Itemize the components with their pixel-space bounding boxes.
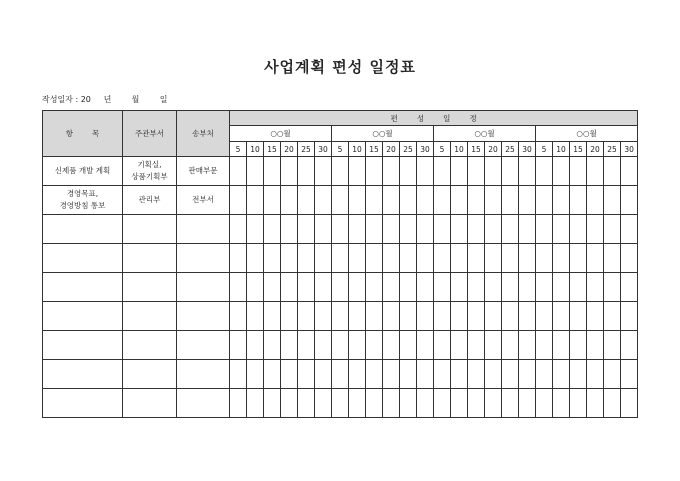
schedule-cell[interactable] (502, 302, 519, 331)
schedule-cell[interactable] (247, 157, 264, 186)
header-day: 30 (315, 142, 332, 157)
page-title: 사업계획 편성 일정표 (264, 58, 416, 76)
cell-send[interactable] (177, 273, 230, 302)
schedule-cell[interactable] (230, 244, 247, 273)
schedule-cell[interactable] (434, 215, 451, 244)
table-row (43, 331, 638, 360)
schedule-cell[interactable] (417, 244, 434, 273)
header-day: 20 (281, 142, 298, 157)
header-day: 20 (383, 142, 400, 157)
schedule-cell[interactable] (604, 389, 621, 418)
schedule-cell[interactable] (400, 157, 417, 186)
schedule-cell[interactable] (366, 302, 383, 331)
schedule-cell[interactable] (621, 244, 638, 273)
schedule-cell[interactable] (400, 360, 417, 389)
schedule-cell[interactable] (570, 244, 587, 273)
cell-dept[interactable] (123, 360, 177, 389)
schedule-cell[interactable] (570, 360, 587, 389)
header-day: 25 (298, 142, 315, 157)
table-row (43, 244, 638, 273)
schedule-cell[interactable] (468, 157, 485, 186)
schedule-cell[interactable] (247, 360, 264, 389)
cell-send[interactable]: 전부서 (177, 186, 230, 215)
cell-send[interactable] (177, 360, 230, 389)
header-month-1: ○○월 (230, 126, 332, 142)
header-day: 15 (570, 142, 587, 157)
schedule-cell[interactable] (264, 331, 281, 360)
schedule-cell[interactable] (570, 186, 587, 215)
schedule-cell[interactable] (587, 389, 604, 418)
schedule-cell[interactable] (485, 302, 502, 331)
schedule-cell[interactable] (247, 302, 264, 331)
schedule-cell[interactable] (434, 331, 451, 360)
schedule-cell[interactable] (417, 273, 434, 302)
schedule-cell[interactable] (349, 157, 366, 186)
schedule-cell[interactable] (468, 331, 485, 360)
schedule-cell[interactable] (621, 302, 638, 331)
schedule-cell[interactable] (604, 360, 621, 389)
schedule-cell[interactable] (281, 331, 298, 360)
schedule-cell[interactable] (349, 302, 366, 331)
schedule-cell[interactable] (264, 360, 281, 389)
schedule-cell[interactable] (298, 302, 315, 331)
schedule-cell[interactable] (604, 331, 621, 360)
schedule-cell[interactable] (400, 186, 417, 215)
header-month-2: ○○월 (332, 126, 434, 142)
schedule-cell[interactable] (587, 302, 604, 331)
table-row (43, 215, 638, 244)
schedule-cell[interactable] (247, 215, 264, 244)
schedule-cell[interactable] (604, 302, 621, 331)
schedule-cell[interactable] (298, 157, 315, 186)
schedule-cell[interactable] (434, 273, 451, 302)
schedule-table (42, 110, 638, 418)
schedule-cell[interactable] (536, 244, 553, 273)
schedule-cell[interactable] (587, 360, 604, 389)
schedule-cell[interactable] (434, 157, 451, 186)
schedule-cell[interactable] (230, 360, 247, 389)
schedule-cell[interactable] (434, 360, 451, 389)
schedule-cell[interactable] (519, 186, 536, 215)
cell-send[interactable] (177, 389, 230, 418)
schedule-cell[interactable] (485, 157, 502, 186)
header-day: 20 (485, 142, 502, 157)
schedule-cell[interactable] (349, 331, 366, 360)
schedule-cell[interactable] (298, 331, 315, 360)
schedule-cell[interactable] (519, 389, 536, 418)
cell-send[interactable]: 판매부문 (177, 157, 230, 186)
header-day: 30 (417, 142, 434, 157)
table-row (43, 157, 638, 186)
table-row (43, 273, 638, 302)
schedule-cell[interactable] (417, 331, 434, 360)
schedule-cell[interactable] (536, 157, 553, 186)
schedule-cell[interactable] (264, 157, 281, 186)
cell-dept[interactable]: 기획실, 상품기획부 (123, 157, 177, 186)
schedule-cell[interactable] (468, 215, 485, 244)
schedule-cell[interactable] (332, 215, 349, 244)
schedule-cell[interactable] (315, 360, 332, 389)
schedule-cell[interactable] (536, 389, 553, 418)
schedule-cell[interactable] (485, 186, 502, 215)
schedule-cell[interactable] (451, 157, 468, 186)
schedule-cell[interactable] (451, 244, 468, 273)
schedule-cell[interactable] (247, 331, 264, 360)
cell-send[interactable] (177, 302, 230, 331)
cell-dept[interactable] (123, 389, 177, 418)
schedule-cell[interactable] (366, 215, 383, 244)
schedule-cell[interactable] (383, 389, 400, 418)
schedule-cell[interactable] (502, 273, 519, 302)
cell-item[interactable] (43, 389, 123, 418)
schedule-cell[interactable] (570, 302, 587, 331)
schedule-cell[interactable] (519, 331, 536, 360)
schedule-cell[interactable] (281, 302, 298, 331)
schedule-cell[interactable] (366, 244, 383, 273)
schedule-cell[interactable] (536, 273, 553, 302)
header-day: 15 (264, 142, 281, 157)
schedule-cell[interactable] (349, 360, 366, 389)
header-month-3: ○○월 (434, 126, 536, 142)
schedule-cell[interactable] (315, 215, 332, 244)
schedule-cell[interactable] (383, 186, 400, 215)
schedule-cell[interactable] (400, 302, 417, 331)
schedule-cell[interactable] (604, 273, 621, 302)
schedule-cell[interactable] (315, 273, 332, 302)
schedule-cell[interactable] (383, 273, 400, 302)
schedule-cell[interactable] (366, 360, 383, 389)
schedule-cell[interactable] (264, 273, 281, 302)
header-day: 10 (349, 142, 366, 157)
schedule-cell[interactable] (230, 186, 247, 215)
schedule-cell[interactable] (468, 273, 485, 302)
schedule-cell[interactable] (281, 157, 298, 186)
schedule-cell[interactable] (281, 389, 298, 418)
schedule-cell[interactable] (621, 360, 638, 389)
header-item: 항 목 (43, 111, 123, 157)
schedule-cell[interactable] (570, 157, 587, 186)
cell-item[interactable] (43, 244, 123, 273)
schedule-cell[interactable] (400, 389, 417, 418)
cell-item[interactable] (43, 273, 123, 302)
schedule-cell[interactable] (315, 389, 332, 418)
schedule-cell[interactable] (366, 331, 383, 360)
schedule-cell[interactable] (485, 273, 502, 302)
header-day: 10 (553, 142, 570, 157)
schedule-cell[interactable] (383, 244, 400, 273)
schedule-cell[interactable] (536, 302, 553, 331)
schedule-cell[interactable] (621, 215, 638, 244)
schedule-cell[interactable] (468, 302, 485, 331)
schedule-cell[interactable] (485, 244, 502, 273)
schedule-cell[interactable] (434, 244, 451, 273)
schedule-cell[interactable] (366, 389, 383, 418)
schedule-cell[interactable] (247, 244, 264, 273)
schedule-cell[interactable] (587, 273, 604, 302)
schedule-cell[interactable] (281, 186, 298, 215)
schedule-cell[interactable] (315, 244, 332, 273)
schedule-cell[interactable] (621, 157, 638, 186)
schedule-cell[interactable] (604, 215, 621, 244)
schedule-cell[interactable] (298, 244, 315, 273)
header-day: 5 (332, 142, 349, 157)
schedule-cell[interactable] (621, 273, 638, 302)
header-day: 25 (604, 142, 621, 157)
schedule-cell[interactable] (502, 360, 519, 389)
schedule-cell[interactable] (298, 360, 315, 389)
schedule-cell[interactable] (536, 331, 553, 360)
schedule-cell[interactable] (451, 215, 468, 244)
schedule-cell[interactable] (519, 360, 536, 389)
cell-send[interactable] (177, 244, 230, 273)
schedule-cell[interactable] (570, 389, 587, 418)
schedule-cell[interactable] (315, 302, 332, 331)
schedule-cell[interactable] (502, 157, 519, 186)
schedule-cell[interactable] (587, 157, 604, 186)
header-schedule: 편 성 일 정 (230, 111, 638, 126)
schedule-cell[interactable] (281, 360, 298, 389)
schedule-cell[interactable] (451, 302, 468, 331)
cell-dept[interactable]: 관리부 (123, 186, 177, 215)
schedule-cell[interactable] (451, 360, 468, 389)
schedule-cell[interactable] (604, 157, 621, 186)
table-row (43, 389, 638, 418)
schedule-cell[interactable] (519, 302, 536, 331)
schedule-cell[interactable] (417, 186, 434, 215)
header-day: 30 (621, 142, 638, 157)
schedule-cell[interactable] (485, 331, 502, 360)
schedule-cell[interactable] (264, 244, 281, 273)
schedule-cell[interactable] (383, 331, 400, 360)
schedule-cell[interactable] (519, 273, 536, 302)
cell-item[interactable] (43, 360, 123, 389)
schedule-cell[interactable] (400, 215, 417, 244)
schedule-cell[interactable] (315, 157, 332, 186)
header-day: 5 (230, 142, 247, 157)
schedule-cell[interactable] (553, 244, 570, 273)
schedule-cell[interactable] (553, 360, 570, 389)
schedule-cell[interactable] (434, 186, 451, 215)
cell-send[interactable] (177, 215, 230, 244)
header-day: 20 (587, 142, 604, 157)
table-row (43, 186, 638, 215)
cell-dept[interactable] (123, 331, 177, 360)
schedule-cell[interactable] (587, 244, 604, 273)
schedule-cell[interactable] (383, 157, 400, 186)
table-row (43, 360, 638, 389)
schedule-cell[interactable] (434, 302, 451, 331)
schedule-cell[interactable] (417, 302, 434, 331)
schedule-cell[interactable] (587, 186, 604, 215)
schedule-cell[interactable] (451, 273, 468, 302)
schedule-cell[interactable] (366, 157, 383, 186)
schedule-cell[interactable] (587, 215, 604, 244)
date-line: 작성일자 : 20 년 월 일 (42, 95, 168, 104)
schedule-cell[interactable] (349, 244, 366, 273)
table-row (43, 302, 638, 331)
schedule-cell[interactable] (230, 389, 247, 418)
header-day: 5 (434, 142, 451, 157)
schedule-cell[interactable] (332, 302, 349, 331)
schedule-cell[interactable] (281, 273, 298, 302)
cell-dept[interactable] (123, 215, 177, 244)
schedule-cell[interactable] (247, 273, 264, 302)
schedule-cell[interactable] (400, 244, 417, 273)
schedule-cell[interactable] (264, 389, 281, 418)
schedule-cell[interactable] (519, 244, 536, 273)
schedule-cell[interactable] (383, 215, 400, 244)
schedule-cell[interactable] (553, 273, 570, 302)
schedule-cell[interactable] (434, 389, 451, 418)
cell-send[interactable] (177, 331, 230, 360)
schedule-cell[interactable] (485, 389, 502, 418)
schedule-cell[interactable] (332, 273, 349, 302)
cell-dept[interactable] (123, 244, 177, 273)
header-day: 15 (366, 142, 383, 157)
schedule-cell[interactable] (400, 331, 417, 360)
schedule-cell[interactable] (332, 157, 349, 186)
header-send: 송부처 (177, 111, 230, 157)
schedule-cell[interactable] (553, 331, 570, 360)
cell-item[interactable] (43, 215, 123, 244)
schedule-cell[interactable] (264, 215, 281, 244)
schedule-cell[interactable] (315, 186, 332, 215)
schedule-cell[interactable] (230, 331, 247, 360)
schedule-cell[interactable] (366, 273, 383, 302)
schedule-cell[interactable] (400, 273, 417, 302)
schedule-cell[interactable] (502, 389, 519, 418)
schedule-cell[interactable] (468, 186, 485, 215)
schedule-cell[interactable] (485, 360, 502, 389)
schedule-cell[interactable] (553, 186, 570, 215)
schedule-cell[interactable] (502, 244, 519, 273)
schedule-cell[interactable] (332, 389, 349, 418)
schedule-cell[interactable] (519, 215, 536, 244)
schedule-cell[interactable] (417, 157, 434, 186)
schedule-cell[interactable] (553, 389, 570, 418)
schedule-cell[interactable] (230, 302, 247, 331)
cell-item[interactable]: 신제품 개발 계획 (43, 157, 123, 186)
schedule-cell[interactable] (502, 215, 519, 244)
schedule-cell[interactable] (264, 186, 281, 215)
schedule-cell[interactable] (332, 244, 349, 273)
schedule-cell[interactable] (451, 331, 468, 360)
schedule-cell[interactable] (230, 273, 247, 302)
cell-dept[interactable] (123, 302, 177, 331)
schedule-cell[interactable] (298, 389, 315, 418)
schedule-cell[interactable] (298, 186, 315, 215)
header-day: 30 (519, 142, 536, 157)
schedule-cell[interactable] (621, 331, 638, 360)
schedule-cell[interactable] (349, 273, 366, 302)
header-day: 25 (400, 142, 417, 157)
schedule-cell[interactable] (366, 186, 383, 215)
schedule-cell[interactable] (417, 215, 434, 244)
schedule-cell[interactable] (604, 186, 621, 215)
header-dept: 주관부서 (123, 111, 177, 157)
schedule-cell[interactable] (536, 360, 553, 389)
schedule-cell[interactable] (570, 273, 587, 302)
schedule-cell[interactable] (468, 389, 485, 418)
header-day: 5 (536, 142, 553, 157)
schedule-cell[interactable] (264, 302, 281, 331)
schedule-cell[interactable] (553, 302, 570, 331)
schedule-cell[interactable] (349, 186, 366, 215)
schedule-cell[interactable] (451, 186, 468, 215)
header-month-4: ○○월 (536, 126, 638, 142)
schedule-cell[interactable] (536, 215, 553, 244)
header-day: 10 (247, 142, 264, 157)
schedule-cell[interactable] (247, 186, 264, 215)
header-day: 10 (451, 142, 468, 157)
header-day: 25 (502, 142, 519, 157)
schedule-cell[interactable] (621, 186, 638, 215)
schedule-cell[interactable] (502, 331, 519, 360)
schedule-cell[interactable] (604, 244, 621, 273)
schedule-cell[interactable] (383, 302, 400, 331)
schedule-cell[interactable] (417, 360, 434, 389)
cell-item[interactable] (43, 331, 123, 360)
schedule-cell[interactable] (349, 215, 366, 244)
schedule-cell[interactable] (332, 360, 349, 389)
schedule-cell[interactable] (621, 389, 638, 418)
cell-item[interactable]: 경영목표, 경영방침 통보 (43, 186, 123, 215)
schedule-cell[interactable] (230, 215, 247, 244)
schedule-cell[interactable] (553, 157, 570, 186)
header-day: 15 (468, 142, 485, 157)
schedule-cell[interactable] (570, 331, 587, 360)
schedule-cell[interactable] (570, 215, 587, 244)
schedule-cell[interactable] (587, 331, 604, 360)
schedule-cell[interactable] (247, 389, 264, 418)
schedule-cell[interactable] (502, 186, 519, 215)
schedule-cell[interactable] (230, 157, 247, 186)
schedule-cell[interactable] (417, 389, 434, 418)
schedule-cell[interactable] (553, 215, 570, 244)
schedule-cell[interactable] (451, 389, 468, 418)
schedule-cell[interactable] (298, 215, 315, 244)
schedule-cell[interactable] (485, 215, 502, 244)
cell-dept[interactable] (123, 273, 177, 302)
schedule-cell[interactable] (332, 331, 349, 360)
schedule-cell[interactable] (281, 244, 298, 273)
schedule-cell[interactable] (519, 157, 536, 186)
schedule-cell[interactable] (536, 186, 553, 215)
schedule-cell[interactable] (383, 360, 400, 389)
schedule-cell[interactable] (468, 360, 485, 389)
schedule-cell[interactable] (315, 331, 332, 360)
schedule-cell[interactable] (281, 215, 298, 244)
cell-item[interactable] (43, 302, 123, 331)
schedule-cell[interactable] (332, 186, 349, 215)
schedule-cell[interactable] (349, 389, 366, 418)
schedule-cell[interactable] (468, 244, 485, 273)
schedule-cell[interactable] (298, 273, 315, 302)
